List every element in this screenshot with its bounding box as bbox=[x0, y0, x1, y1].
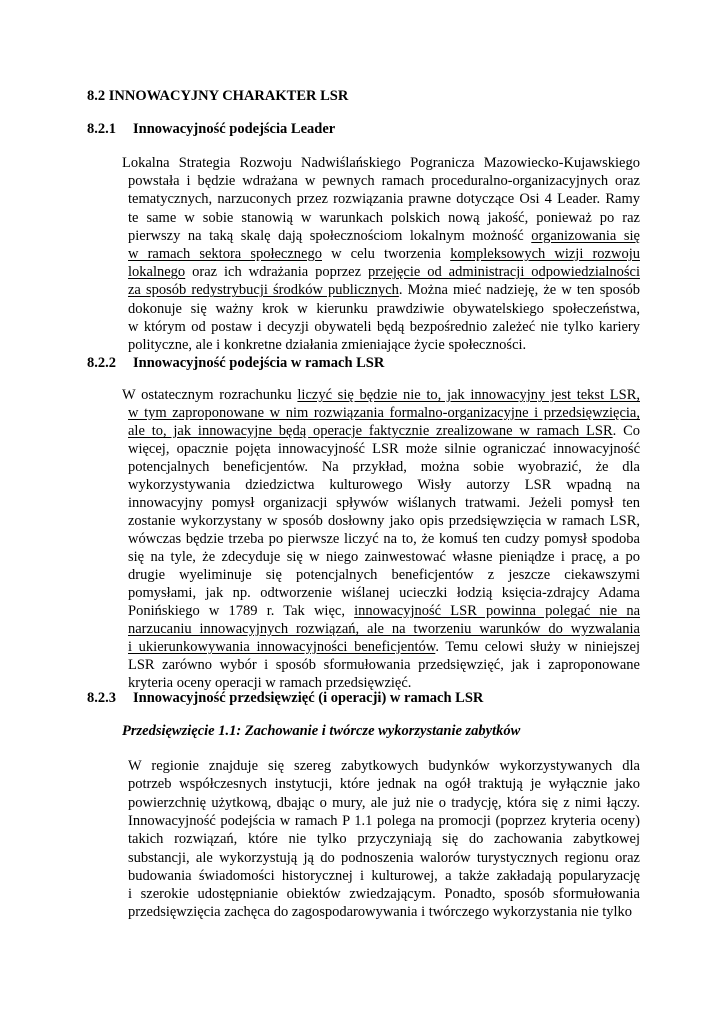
text-line bbox=[128, 300, 640, 318]
section-title: 8.2 INNOWACYJNY CHARAKTER LSR bbox=[87, 88, 349, 104]
section-number: 8.2.3 bbox=[87, 690, 116, 706]
text-span: dokonuje się ważny krok w kierunku prawdziwie obywatelskiego społeczeństwa, bbox=[128, 300, 640, 317]
text-line bbox=[128, 190, 640, 208]
text-line bbox=[128, 602, 640, 620]
text-span: budowania świadomości historycznej i kulturowej, a także zakładają popularyzację bbox=[128, 867, 640, 884]
text-line bbox=[128, 757, 640, 775]
text-span: powstała i będzie wdrażana w pewnych ramach proceduralno-organizacyjnych oraz bbox=[128, 173, 640, 190]
text-line bbox=[128, 530, 640, 548]
text-line bbox=[128, 794, 640, 812]
text-line bbox=[128, 830, 640, 848]
underlined-text: w tym zaproponowane w nim rozwiązania formalno-organizacyjne i przedsięwzięcia, bbox=[128, 405, 640, 421]
text-span: . Co bbox=[612, 423, 641, 439]
text-span: wykorzystywania dziedzictwa kulturowego Wisły autorzy LSR wpadną na bbox=[128, 477, 640, 493]
text-line bbox=[128, 404, 640, 422]
text-span: . Temu celowi służy w niniejszej bbox=[435, 639, 641, 655]
text-span: LSR zarówno wybór i sposób sformułowania przedsięwzięć, jak i zaproponowane bbox=[128, 657, 640, 673]
text-span: . Można mieć nadzieję, że w ten sposób bbox=[398, 282, 640, 299]
text-line bbox=[128, 620, 640, 638]
underlined-text: innowacyjność LSR powinna polegać nie na bbox=[354, 603, 641, 619]
text-span: powierzchnię użytkową, dbając o mury, ale już nie o tradycję, która się z nimi łączy. bbox=[128, 794, 640, 811]
underlined-text: w ramach sektora społecznego bbox=[128, 246, 322, 262]
text-span: W regionie znajduje się szereg zabytkowych budynków wykorzystywanych dla bbox=[128, 758, 640, 774]
text-line bbox=[128, 440, 640, 458]
text-span: zostanie wykorzystany w sposób dosłowny jako opis przedsięwzięcia w ramach LSR, bbox=[128, 513, 640, 529]
underlined-text: kompleksowych wizji rozwoju bbox=[450, 246, 640, 262]
text-line bbox=[128, 227, 640, 245]
underlined-text: narzucaniu innowacyjnych rozwiązań, ale na tworzeniu warunków do wyzwalania bbox=[128, 621, 640, 637]
section-heading-text: Innowacyjność podejścia w ramach LSR bbox=[133, 355, 385, 371]
text-span: substancji, ale wykorzystują ją do podnoszenia walorów turystycznych regionu oraz bbox=[128, 849, 640, 866]
section-number: 8.2.2 bbox=[87, 355, 116, 371]
text-line bbox=[128, 903, 640, 921]
text-line bbox=[128, 512, 640, 530]
section-8-2-2-heading bbox=[87, 355, 384, 372]
text-line bbox=[128, 318, 640, 336]
underlined-text: i ukierunkowywania innowacyjności beneficjentów bbox=[128, 639, 436, 655]
text-span: przedsięwzięcia zachęca do zagospodarowywania i twórczego wykorzystania nie tylko bbox=[128, 904, 633, 921]
text-span: się na tyle, że zdecyduje się w niego zainwestować własne pieniądze i pracę, a po bbox=[128, 549, 640, 565]
section-number: 8.2.1 bbox=[87, 121, 116, 137]
text-line bbox=[128, 494, 640, 512]
text-span: potrzeb współczesnych instytucji, które jednak na ogół traktują je wyłącznie jako bbox=[128, 776, 640, 793]
text-line bbox=[122, 154, 640, 172]
text-span: oraz ich wdrażania poprzez bbox=[185, 264, 368, 281]
text-span: w którym od postaw i decyzji obywateli będą bezpośrednio zależeć nie tylko kariery bbox=[128, 318, 640, 335]
underlined-text: przejęcie od administracji odpowiedzialności bbox=[367, 264, 640, 281]
text-line bbox=[128, 656, 640, 674]
underlined-text: lokalnego bbox=[128, 264, 186, 281]
underlined-text: organizowania się bbox=[531, 227, 640, 244]
text-span: pomysłami, jak np. odtworzenie wiślanej ucieczki łodzią księcia-zdrajcy Adama bbox=[128, 585, 640, 601]
text-line bbox=[128, 336, 640, 354]
text-span: więcej, opacznie pojęta innowacyjność LSR może silnie ograniczać innowacyjność bbox=[128, 441, 640, 457]
text-line bbox=[122, 386, 640, 404]
section-heading-text: Innowacyjność podejścia Leader bbox=[133, 121, 336, 137]
text-span: Lokalna Strategia Rozwoju Nadwiślańskiego Pogranicza Mazowiecko-Kujawskiego bbox=[122, 155, 640, 171]
section-8-2-1-heading bbox=[87, 121, 335, 138]
section-8-2-3-heading bbox=[87, 690, 483, 707]
text-line bbox=[128, 172, 640, 190]
text-span: polityczne, ale i konkretne działania zmieniające życie społeczności. bbox=[128, 337, 527, 353]
text-line bbox=[128, 209, 640, 227]
text-line bbox=[128, 263, 640, 281]
text-span: pierwszy na taką skalę dają społecznościom lokalnym możność bbox=[128, 227, 532, 244]
text-span: drugie wyeliminuje się potencjalnych beneficjentów z jeszcze ciekawszymi bbox=[128, 567, 640, 583]
text-span: W ostatecznym rozrachunku bbox=[122, 387, 298, 403]
text-span: innowacyjny pomysł organizacji spływów wiślanych tratwami. Jeżeli pomysł ten bbox=[128, 495, 640, 511]
section-heading-text: Innowacyjność przedsięwzięć (i operacji) w ramach LSR bbox=[133, 690, 484, 706]
text-span: wówczas będzie trzeba po pierwsze liczyć na to, że komuś ten cudzy pomysł spodoba bbox=[128, 531, 640, 547]
underlined-text: za sposób redystrybucji środków publicznych bbox=[128, 282, 399, 299]
text-span: te same w sobie stanowią w warunkach polskich nową jakość, ponieważ po raz bbox=[128, 209, 640, 226]
text-line bbox=[128, 812, 640, 830]
text-line bbox=[128, 638, 640, 656]
text-span: i szerokie udostępnianie obiektów zwiedzającym. Ponadto, sposób sformułowania bbox=[128, 886, 640, 903]
text-line bbox=[128, 849, 640, 867]
text-line bbox=[128, 566, 640, 584]
text-span: tematycznych, narzuconych przez rozwiązania prawne dotyczące Osi 4 Leader. Ramy bbox=[128, 191, 640, 208]
underlined-text: ale to, jak innowacyjne będą operacje faktycznie zrealizowane w ramach LSR bbox=[128, 423, 613, 439]
text-line bbox=[128, 775, 640, 793]
subsection-heading: Przedsięwzięcie 1.1: Zachowanie i twórcze wykorzystanie zabytków bbox=[122, 723, 521, 739]
text-span: w celu tworzenia bbox=[322, 246, 451, 262]
text-line bbox=[128, 422, 640, 440]
text-line bbox=[128, 245, 640, 263]
underlined-text: liczyć się będzie nie to, jak innowacyjny jest tekst LSR, bbox=[297, 387, 640, 403]
text-line bbox=[128, 867, 640, 885]
text-span: Innowacyjność podejścia w ramach P 1.1 polega na promocji (poprzez kryteria oceny) bbox=[128, 812, 640, 829]
text-span: Ponińskiego w 1789 r. Tak więc, bbox=[128, 603, 355, 619]
text-span: potencjalnych beneficjentów. Na przykład, można sobie wyobrazić, że dla bbox=[128, 459, 640, 475]
text-line bbox=[128, 476, 640, 494]
text-line bbox=[128, 458, 640, 476]
text-line bbox=[128, 281, 640, 299]
text-span: takich rozwiązań, które nie tylko przyczyniają się do zachowania zabytkowej bbox=[128, 831, 640, 848]
text-line bbox=[128, 885, 640, 903]
text-line bbox=[128, 548, 640, 566]
text-line bbox=[128, 584, 640, 602]
text-span: kryteria oceny operacji w ramach przedsięwzięć. bbox=[128, 675, 412, 691]
